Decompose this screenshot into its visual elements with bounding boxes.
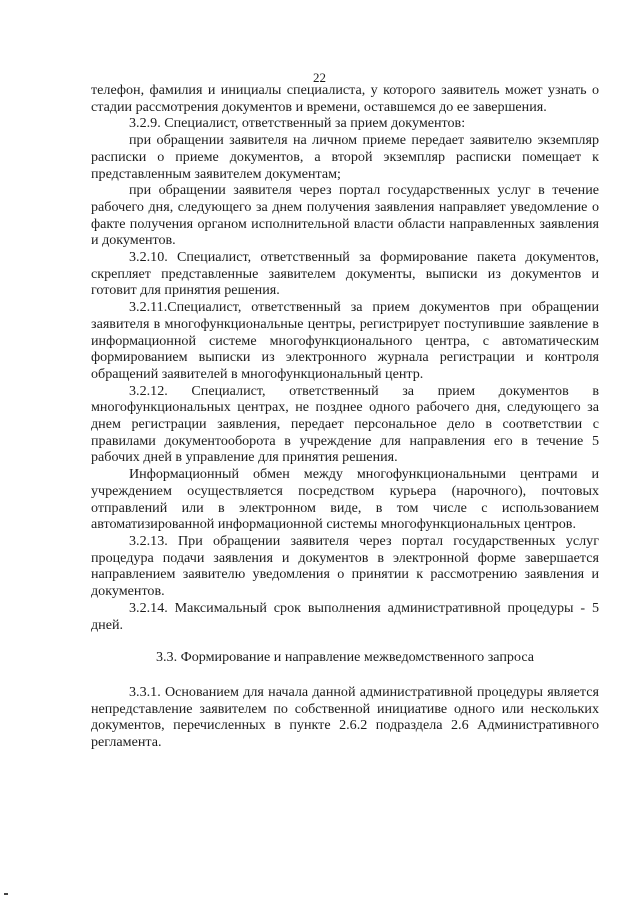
paragraph-portal-notification: при обращении заявителя через портал государственных услуг в течение рабочего дня, следующего за днем получения заявления направляет уведомление о факте получения органом исполнительной власти области направленных заявления и документов. (91, 182, 599, 249)
paragraph-3-2-14: 3.2.14. Максимальный срок выполнения административной процедуры - 5 дней. (91, 599, 599, 633)
page-number: 22 (313, 70, 326, 85)
paragraph-3-3-1: 3.3.1. Основанием для начала данной административной процедуры является непредставление заявителем по собственной инициативе одного или нескольких документов, перечисленных в пункте 2.6.2 подраздела 2.6 Административного регламента. (91, 683, 599, 751)
paragraph-3-2-12: 3.2.12. Специалист, ответственный за прием документов в многофункциональных центрах, не позднее одного рабочего дня, следующего за днем регистрации заявления, передает персональное дело в соответствии с правилами документооборота в учреждение для направления его в течение 5 рабочих дней в управление для принятия решения. (91, 382, 599, 466)
document-body (91, 82, 599, 751)
paragraph-3-2-13: 3.2.13. При обращении заявителя через портал государственных услуг процедура подачи заявления и документов в электронной форме завершается направлением заявителю уведомления о принятии к рассмотрению заявления и документов. (91, 532, 599, 600)
paragraph-3-2-9: 3.2.9. Специалист, ответственный за прием документов: (129, 115, 466, 132)
paragraph-information-exchange: Информационный обмен между многофункциональными центрами и учреждением осуществляется посредством курьера (нарочного), почтовых отправлений или в электронном виде, в том числе с использованием автоматизированной информационной системы многофункциональных центров. (91, 466, 599, 533)
section-heading: 3.3. Формирование и направление межведомственного запроса (155, 649, 535, 666)
paragraph-personal-reception: при обращении заявителя на личном приеме передает заявителю экземпляр расписки о приеме документов, а второй экземпляр расписки помещает к представленным заявителем документам; (91, 132, 599, 182)
paragraph-3-2-10: 3.2.10. Специалист, ответственный за формирование пакета документов, скрепляет представленные заявителем документы, выписки из документов и готовит для принятия решения. (91, 249, 599, 299)
scan-speck (4, 893, 8, 895)
paragraph-3-2-11: 3.2.11.Специалист, ответственный за прием документов при обращении заявителя в многофункциональные центры, регистрирует поступившие заявление в информационной системе многофункционального центра, с автоматическим формированием выписки из электронного журнала регистрации и контроля обращений заявителей в многофункциональный центр. (91, 299, 599, 382)
paragraph-continuation: телефон, фамилия и инициалы специалиста, у которого заявитель может узнать о стадии рассмотрения документов и времени, оставшемся до ее завершения. (91, 82, 599, 115)
